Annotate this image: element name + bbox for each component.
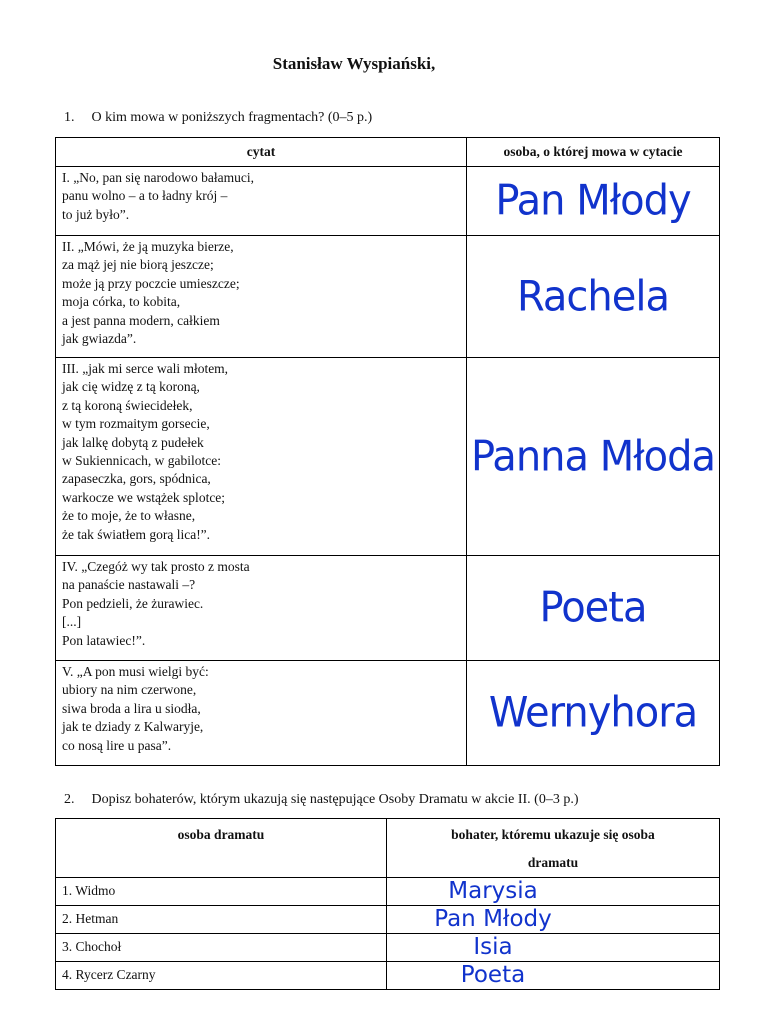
characters-table	[55, 818, 720, 990]
answer-cell[interactable]: Wernyhora	[488, 688, 698, 738]
task-2-text: Dopisz bohaterów, którym ukazują się następujące Osoby Dramatu w akcie II. (0–3 p.)	[91, 792, 579, 807]
answer-cell[interactable]: Rachela	[516, 272, 669, 321]
answer-cell[interactable]: Poeta	[539, 583, 647, 633]
quotes-table-header	[56, 138, 720, 167]
task-1-text: O kim mowa w poniższych fragmentach? (0–5 p.)	[91, 110, 373, 125]
task-2-instruction	[64, 792, 579, 808]
task-2-number: 2.	[64, 792, 75, 807]
person-cell: 2. Hetman	[62, 911, 119, 926]
header-person: osoba, o której mowa w cytacie	[467, 138, 720, 167]
table-row	[56, 906, 720, 934]
quote-cell: I. „No, pan się narodowo bałamuci, panu wolno – a to ładny krój – to już było”.	[62, 170, 254, 222]
table-row	[56, 962, 720, 990]
answer-cell[interactable]: Isia	[473, 934, 513, 960]
characters-table-header	[56, 819, 720, 878]
task-1-instruction	[64, 110, 372, 126]
table-row	[56, 556, 720, 661]
document-title: Stanisław Wyspiański,	[272, 54, 436, 73]
table-row	[56, 358, 720, 556]
quotes-table	[55, 137, 720, 766]
header-quote: cytat	[56, 138, 467, 167]
answer-cell[interactable]: Pan Młody	[495, 176, 691, 226]
quote-cell: IV. „Czegóż wy tak prosto z mosta na panaście nastawali –? Pon pedzieli, że żurawiec. [...] Pon latawiec!”.	[62, 559, 250, 648]
table-row	[56, 236, 720, 358]
task-1-number: 1.	[64, 110, 75, 125]
header-dramatis-persona: osoba dramatu	[56, 819, 387, 878]
table-row	[56, 934, 720, 962]
answer-cell[interactable]: Panna Młoda	[470, 432, 716, 481]
answer-cell[interactable]: Poeta	[460, 962, 526, 988]
quote-cell: V. „A pon musi wielgi być: ubiory na nim czerwone, siwa broda a lira u siodła, jak te dziady z Kalwaryje, co nosą lire u pasa”.	[62, 664, 209, 753]
table-row	[56, 167, 720, 236]
header-hero: bohater, któremu ukazuje się osoba dramatu	[387, 819, 720, 878]
table-row	[56, 878, 720, 906]
person-cell: 4. Rycerz Czarny	[62, 967, 156, 982]
person-cell: 1. Widmo	[62, 883, 116, 898]
quote-cell: II. „Mówi, że ją muzyka bierze, za mąż jej nie biorą jeszcze; może ją przy poczcie umieszcze; moja córka, to kobita, a jest panna modern, całkiem jak gwiazda”.	[62, 239, 240, 347]
answer-cell[interactable]: Marysia	[448, 878, 538, 904]
person-cell: 3. Chochoł	[62, 939, 122, 954]
quote-cell: III. „jak mi serce wali młotem, jak cię widzę z tą koroną, z tą koroną świecidełek, w tym rozmaitym gorsecie, jak lalkę dobytą z pudełek w Sukiennicach, w gabilotce: zapaseczka, gors, spódnica, warkocze we wstążek splotce; że to moje, że to własne, że tak światłem gorą lica!”.	[62, 361, 229, 542]
answer-cell[interactable]: Pan Młody	[434, 906, 552, 932]
table-row	[56, 661, 720, 766]
